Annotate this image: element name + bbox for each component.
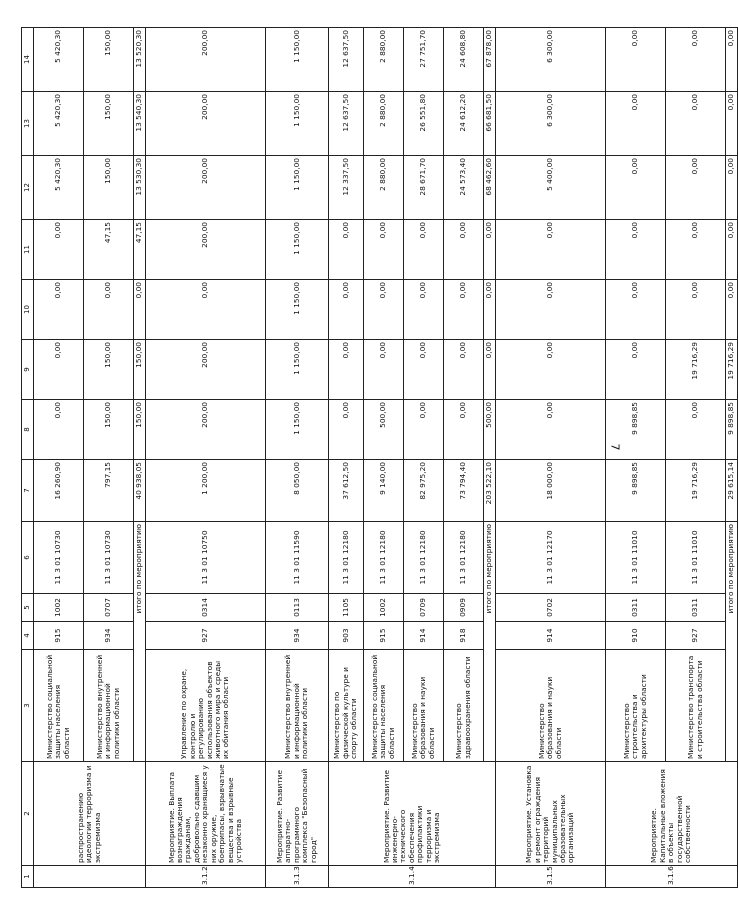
ministry-cell: Министерство по физической культуре и спорту области <box>329 650 364 762</box>
amount-cell: 797,15 <box>84 460 134 522</box>
amount-cell: 5 400,00 <box>496 156 606 220</box>
amount-cell: 0,00 <box>496 340 606 400</box>
amount-cell: 5 420,30 <box>34 92 84 156</box>
amount-cell: 1 150,00 <box>266 220 329 280</box>
amount-cell: 12 637,50 <box>329 28 364 92</box>
table-row <box>666 28 726 888</box>
section-code-cell: 0314 <box>146 594 266 622</box>
column-number-cell: 4 <box>22 622 34 650</box>
total-amount-cell: 13 520,30 <box>134 28 146 92</box>
total-amount-cell: 66 681,50 <box>484 92 496 156</box>
event-name-cell: Мероприятие. Капитальные вложения в объекты государственной собственности <box>606 762 738 866</box>
code-cell: 914 <box>496 622 606 650</box>
amount-cell: 0,00 <box>444 340 484 400</box>
amount-cell: 150,00 <box>84 400 134 460</box>
column-number-cell: 13 <box>22 92 34 156</box>
amount-cell: 0,00 <box>606 28 666 92</box>
target-code-cell: 11 3 01 10750 <box>146 522 266 594</box>
amount-cell: 24 608,80 <box>444 28 484 92</box>
amount-cell: 2 880,00 <box>364 92 404 156</box>
amount-cell: 0,00 <box>666 400 726 460</box>
section-code-cell: 1105 <box>329 594 364 622</box>
amount-cell: 1 200,00 <box>146 460 266 522</box>
column-number-cell: 14 <box>22 28 34 92</box>
amount-cell: 200,00 <box>146 92 266 156</box>
amount-cell: 5 420,30 <box>34 28 84 92</box>
event-name-cell: распространению идеологии терроризма и экстремизма <box>34 762 146 866</box>
amount-cell: 12 637,50 <box>329 92 364 156</box>
amount-cell: 0,00 <box>364 280 404 340</box>
amount-cell: 0,00 <box>606 280 666 340</box>
amount-cell: 0,00 <box>666 220 726 280</box>
amount-cell: 0,00 <box>606 220 666 280</box>
amount-cell: 200,00 <box>146 400 266 460</box>
ministry-cell: Министерство внутренней и информационной политики области <box>84 650 134 762</box>
event-number-cell <box>34 866 146 888</box>
amount-cell: 47,15 <box>84 220 134 280</box>
section-code-cell: 1002 <box>34 594 84 622</box>
event-number-cell: 3.1.3 <box>266 866 329 888</box>
section-code-cell: 0707 <box>84 594 134 622</box>
code-cell: 927 <box>666 622 726 650</box>
table-row <box>404 28 444 888</box>
column-number-cell: 8 <box>22 400 34 460</box>
ministry-cell: Министерство внутренней и информационной политики области <box>266 650 329 762</box>
amount-cell: 73 794,40 <box>444 460 484 522</box>
section-code-cell: 0709 <box>404 594 444 622</box>
amount-cell: 0,00 <box>496 280 606 340</box>
amount-cell: 0,00 <box>34 280 84 340</box>
amount-cell: 0,00 <box>329 400 364 460</box>
amount-cell: 2 880,00 <box>364 156 404 220</box>
amount-cell: 1 150,00 <box>266 400 329 460</box>
column-number-cell: 6 <box>22 522 34 594</box>
total-amount-cell: 0,00 <box>484 280 496 340</box>
amount-cell: 1 150,00 <box>266 280 329 340</box>
amount-cell: 6 300,00 <box>496 92 606 156</box>
code-cell: 918 <box>444 622 484 650</box>
total-amount-cell: 150,00 <box>134 340 146 400</box>
table-row <box>146 28 266 888</box>
amount-cell: 24 573,40 <box>444 156 484 220</box>
amount-cell: 0,00 <box>444 280 484 340</box>
amount-cell: 28 671,70 <box>404 156 444 220</box>
amount-cell: 0,00 <box>404 280 444 340</box>
amount-cell: 0,00 <box>666 280 726 340</box>
amount-cell: 1 150,00 <box>266 92 329 156</box>
column-number-cell: 11 <box>22 220 34 280</box>
event-number-cell: 3.1.4 <box>329 866 496 888</box>
amount-cell: 0,00 <box>496 400 606 460</box>
amount-cell: 9 898,85 <box>606 460 666 522</box>
event-name-cell: Мероприятие. Развитие аппаратно-программного комплекса "Безопасный город" <box>266 762 329 866</box>
total-amount-cell: 40 938,05 <box>134 460 146 522</box>
table-row <box>606 28 666 888</box>
amount-cell: 0,00 <box>496 220 606 280</box>
total-amount-cell: 68 462,60 <box>484 156 496 220</box>
column-number-cell: 5 <box>22 594 34 622</box>
ministry-cell: Министерство образования и науки области <box>496 650 606 762</box>
amount-cell: 12 337,50 <box>329 156 364 220</box>
amount-cell: 0,00 <box>606 92 666 156</box>
amount-cell: 0,00 <box>34 340 84 400</box>
amount-cell: 6 300,00 <box>496 28 606 92</box>
column-number-cell: 2 <box>22 762 34 866</box>
table-row <box>364 28 404 888</box>
target-code-cell: 11 3 01 11590 <box>266 522 329 594</box>
amount-cell: 0,00 <box>606 340 666 400</box>
target-code-cell: 11 3 01 12180 <box>329 522 364 594</box>
column-number-cell: 10 <box>22 280 34 340</box>
target-code-cell: 11 3 01 12180 <box>444 522 484 594</box>
code-cell: 915 <box>364 622 404 650</box>
amount-cell: 150,00 <box>84 156 134 220</box>
table-row <box>496 28 606 888</box>
total-amount-cell: 0,00 <box>134 280 146 340</box>
event-name-cell: Мероприятие. Развитие инженерно-технического обеспечения профилактики терроризма и экстремизма <box>329 762 496 866</box>
amount-cell: 500,00 <box>364 400 404 460</box>
ministry-cell: Министерство строительства и архитектуры области <box>606 650 666 762</box>
table-row <box>444 28 484 888</box>
amount-cell: 0,00 <box>84 280 134 340</box>
total-amount-cell: 0,00 <box>726 92 738 156</box>
total-amount-cell: 13 540,30 <box>134 92 146 156</box>
amount-cell: 0,00 <box>666 156 726 220</box>
rotated-page <box>21 28 736 888</box>
target-code-cell: 11 3 01 12180 <box>364 522 404 594</box>
column-number-cell: 3 <box>22 650 34 762</box>
amount-cell: 0,00 <box>404 340 444 400</box>
amount-cell: 9 140,00 <box>364 460 404 522</box>
amount-cell: 0,00 <box>34 220 84 280</box>
amount-cell: 200,00 <box>146 28 266 92</box>
page-number: 7 <box>608 443 622 451</box>
amount-cell: 0,00 <box>404 220 444 280</box>
event-name-cell: Мероприятие. Выплата вознаграждения гражданам, добровольно сдавшим незаконно хранящиеся у них оружие, боеприпасы, взрывчатые вещества и взрывные устройства <box>146 762 266 866</box>
target-code-cell: 11 3 01 10730 <box>84 522 134 594</box>
total-amount-cell: 13 530,30 <box>134 156 146 220</box>
amount-cell: 0,00 <box>364 340 404 400</box>
total-row <box>484 28 496 888</box>
section-code-cell: 0702 <box>496 594 606 622</box>
total-amount-cell: 500,00 <box>484 400 496 460</box>
total-amount-cell: 9 898,85 <box>726 400 738 460</box>
amount-cell: 0,00 <box>666 28 726 92</box>
amount-cell: 18 000,00 <box>496 460 606 522</box>
ministry-cell: Управление по охране, контролю и регулированию использования объектов животного мира и среды их обитания области <box>146 650 266 762</box>
total-row <box>726 28 738 888</box>
code-cell: 903 <box>329 622 364 650</box>
amount-cell: 24 612,20 <box>444 92 484 156</box>
amount-cell: 5 420,30 <box>34 156 84 220</box>
budget-table <box>21 27 738 888</box>
amount-cell: 0,00 <box>444 220 484 280</box>
section-code-cell: 0311 <box>606 594 666 622</box>
amount-cell: 200,00 <box>146 340 266 400</box>
code-cell: 927 <box>146 622 266 650</box>
amount-cell: 0,00 <box>329 220 364 280</box>
amount-cell: 26 551,80 <box>404 92 444 156</box>
amount-cell: 200,00 <box>146 156 266 220</box>
target-code-cell: 11 3 01 10730 <box>34 522 84 594</box>
code-cell: 914 <box>404 622 444 650</box>
section-code-cell: 0113 <box>266 594 329 622</box>
column-number-cell: 1 <box>22 866 34 888</box>
table-row <box>266 28 329 888</box>
total-amount-cell: 0,00 <box>484 220 496 280</box>
total-amount-cell: 67 878,00 <box>484 28 496 92</box>
event-number-cell: 3.1.5 <box>496 866 606 888</box>
amount-cell: 1 150,00 <box>266 28 329 92</box>
total-row <box>134 28 146 888</box>
table-row <box>329 28 364 888</box>
amount-cell: 19 716,29 <box>666 340 726 400</box>
section-code-cell: 1002 <box>364 594 404 622</box>
target-code-cell: 11 3 01 12170 <box>496 522 606 594</box>
amount-cell: 19 716,29 <box>666 460 726 522</box>
target-code-cell: 11 3 01 12180 <box>404 522 444 594</box>
table-row <box>34 28 84 888</box>
total-amount-cell: 0,00 <box>726 220 738 280</box>
section-code-cell: 0909 <box>444 594 484 622</box>
amount-cell: 0,00 <box>606 156 666 220</box>
amount-cell: 0,00 <box>329 280 364 340</box>
amount-cell: 0,00 <box>34 400 84 460</box>
total-amount-cell: 29 615,14 <box>726 460 738 522</box>
total-amount-cell: 47,15 <box>134 220 146 280</box>
amount-cell: 150,00 <box>84 340 134 400</box>
ministry-cell: Министерство социальной защиты населения области <box>364 650 404 762</box>
amount-cell: 1 150,00 <box>266 156 329 220</box>
ministry-cell: Министерство транспорта и строительства области <box>666 650 726 762</box>
total-label-cell: итого по мероприятию <box>134 522 146 762</box>
amount-cell: 9 898,85 <box>606 400 666 460</box>
target-code-cell: 11 3 01 11010 <box>666 522 726 594</box>
column-number-cell: 12 <box>22 156 34 220</box>
total-label-cell: итого по мероприятию <box>484 522 496 762</box>
total-amount-cell: 0,00 <box>726 280 738 340</box>
amount-cell: 82 975,20 <box>404 460 444 522</box>
amount-cell: 16 260,90 <box>34 460 84 522</box>
column-number-cell: 7 <box>22 460 34 522</box>
event-number-cell: 3.1.2 <box>146 866 266 888</box>
section-code-cell: 0311 <box>666 594 726 622</box>
total-amount-cell: 19 716,29 <box>726 340 738 400</box>
amount-cell: 0,00 <box>666 92 726 156</box>
amount-cell: 0,00 <box>146 280 266 340</box>
total-amount-cell: 0,00 <box>726 28 738 92</box>
event-name-cell: Мероприятие. Установка и ремонт ограждения территорий муниципальных образовательных организаций <box>496 762 606 866</box>
column-number-cell: 9 <box>22 340 34 400</box>
table-row <box>84 28 134 888</box>
amount-cell: 1 150,00 <box>266 340 329 400</box>
ministry-cell: Министерство социальной защиты населения области <box>34 650 84 762</box>
ministry-cell: Министерство здравоохранения области <box>444 650 484 762</box>
amount-cell: 200,00 <box>146 220 266 280</box>
total-amount-cell: 0,00 <box>726 156 738 220</box>
column-number-row <box>22 28 34 888</box>
amount-cell: 150,00 <box>84 28 134 92</box>
amount-cell: 37 612,50 <box>329 460 364 522</box>
amount-cell: 150,00 <box>84 92 134 156</box>
code-cell: 915 <box>34 622 84 650</box>
total-amount-cell: 150,00 <box>134 400 146 460</box>
amount-cell: 27 751,70 <box>404 28 444 92</box>
amount-cell: 8 050,00 <box>266 460 329 522</box>
code-cell: 934 <box>84 622 134 650</box>
amount-cell: 0,00 <box>364 220 404 280</box>
amount-cell: 2 880,00 <box>364 28 404 92</box>
total-amount-cell: 0,00 <box>484 340 496 400</box>
ministry-cell: Министерство образования и науки области <box>404 650 444 762</box>
amount-cell: 0,00 <box>329 340 364 400</box>
amount-cell: 0,00 <box>444 400 484 460</box>
target-code-cell: 11 3 01 11010 <box>606 522 666 594</box>
code-cell: 934 <box>266 622 329 650</box>
total-label-cell: итого по мероприятию <box>726 522 738 762</box>
event-number-cell: 3.1.6 <box>606 866 738 888</box>
amount-cell: 0,00 <box>404 400 444 460</box>
code-cell: 910 <box>606 622 666 650</box>
total-amount-cell: 203 522,10 <box>484 460 496 522</box>
